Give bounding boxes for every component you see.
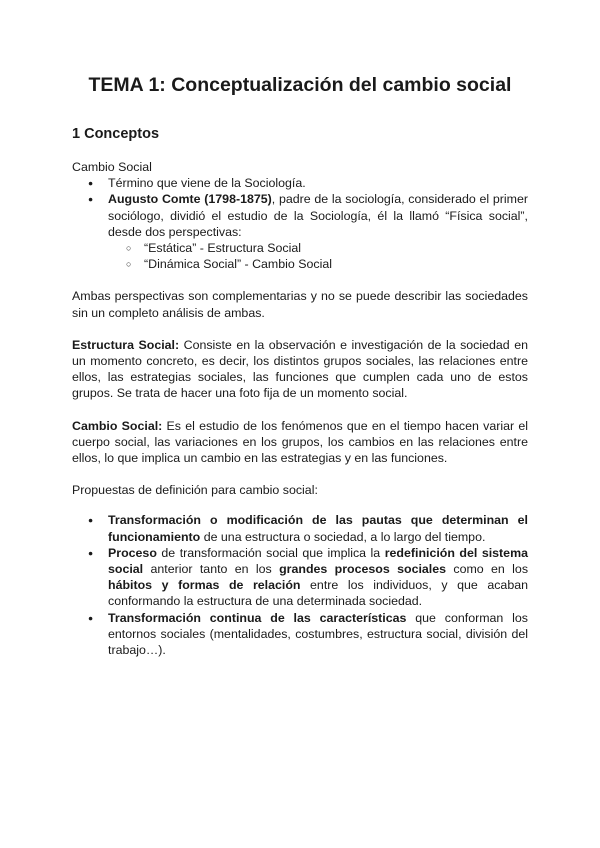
augusto-comte-bold: Augusto Comte (1798-1875) [108,192,272,207]
list-item [72,175,528,191]
list-item-text: anterior tanto en los [143,562,280,577]
list-item-text: , padre de la sociología, considerado el primer sociólogo, dividió el estudio de la Sociología, él la llamó “Física social”, desde dos perspectivas: [108,192,529,239]
estructura-text: Consiste en la observación e investigación de la sociedad en un momento concreto, es decir, los distintos grupos sociales, las relaciones entre ellos, las estrategias sociales, las funciones que cumplen cada uno de estos grupos. Se trata de hacer una foto fija de un momento social. [72,337,528,401]
cambio-social-label: Cambio Social [72,160,152,174]
bold-text: hábitos y formas de relación [108,578,301,593]
list-item-text: Término que viene de la Sociología. [108,176,306,191]
bold-text: Proceso [108,545,157,560]
list-item [72,191,528,272]
list-item [72,545,528,610]
list-item-text: que conforman los entornos sociales (mentalidades, costumbres, estructura social, división del trabajo…). [108,610,528,658]
sub-list-item: ○ “Dinámica Social” - Cambio Social [108,256,528,272]
list-item-text: como en los [446,562,529,577]
cambio-text: Es el estudio de los fenómenos que en el tiempo hacen variar el cuerpo social, las variaciones en los grupos, los cambios en las relaciones entre ellos, lo que implica un cambio en las estrategias y en las funciones. [72,418,528,466]
cambio-label: Cambio Social: [72,418,163,433]
definitions-list [72,512,528,658]
list-item [72,610,528,659]
list-item [72,512,528,544]
bold-text: redefinición del sistema social [108,545,528,577]
bold-text: grandes procesos sociales [279,562,447,577]
list-item-text: de una estructura o sociedad, a lo largo del tiempo. [200,529,486,544]
paragraph-propuestas: Propuestas de definición para cambio social: [72,483,318,498]
paragraph-cambio [72,418,528,467]
bold-text: Transformación continua de las características [108,610,407,625]
list-item-text: de transformación social que implica la [156,545,385,560]
sub-list-item: ○ “Estática” - Estructura Social [108,240,528,256]
section-heading: 1 Conceptos [72,126,160,142]
document-title: TEMA 1: Conceptualización del cambio social [88,74,512,96]
list-item-text: entre los individuos, y que acaban conformando la estructura de una determinada sociedad. [108,578,528,609]
paragraph-ambas: Ambas perspectivas son complementarias y no se puede describir las sociedades sin un completo análisis de ambas. [72,289,528,320]
estructura-label: Estructura Social: [72,337,180,352]
concepts-list [72,175,528,272]
perspectives-list [108,240,528,272]
paragraph-estructura [72,337,528,402]
bold-text: Transformación o modificación de las pautas que determinan el funcionamiento [108,513,528,544]
